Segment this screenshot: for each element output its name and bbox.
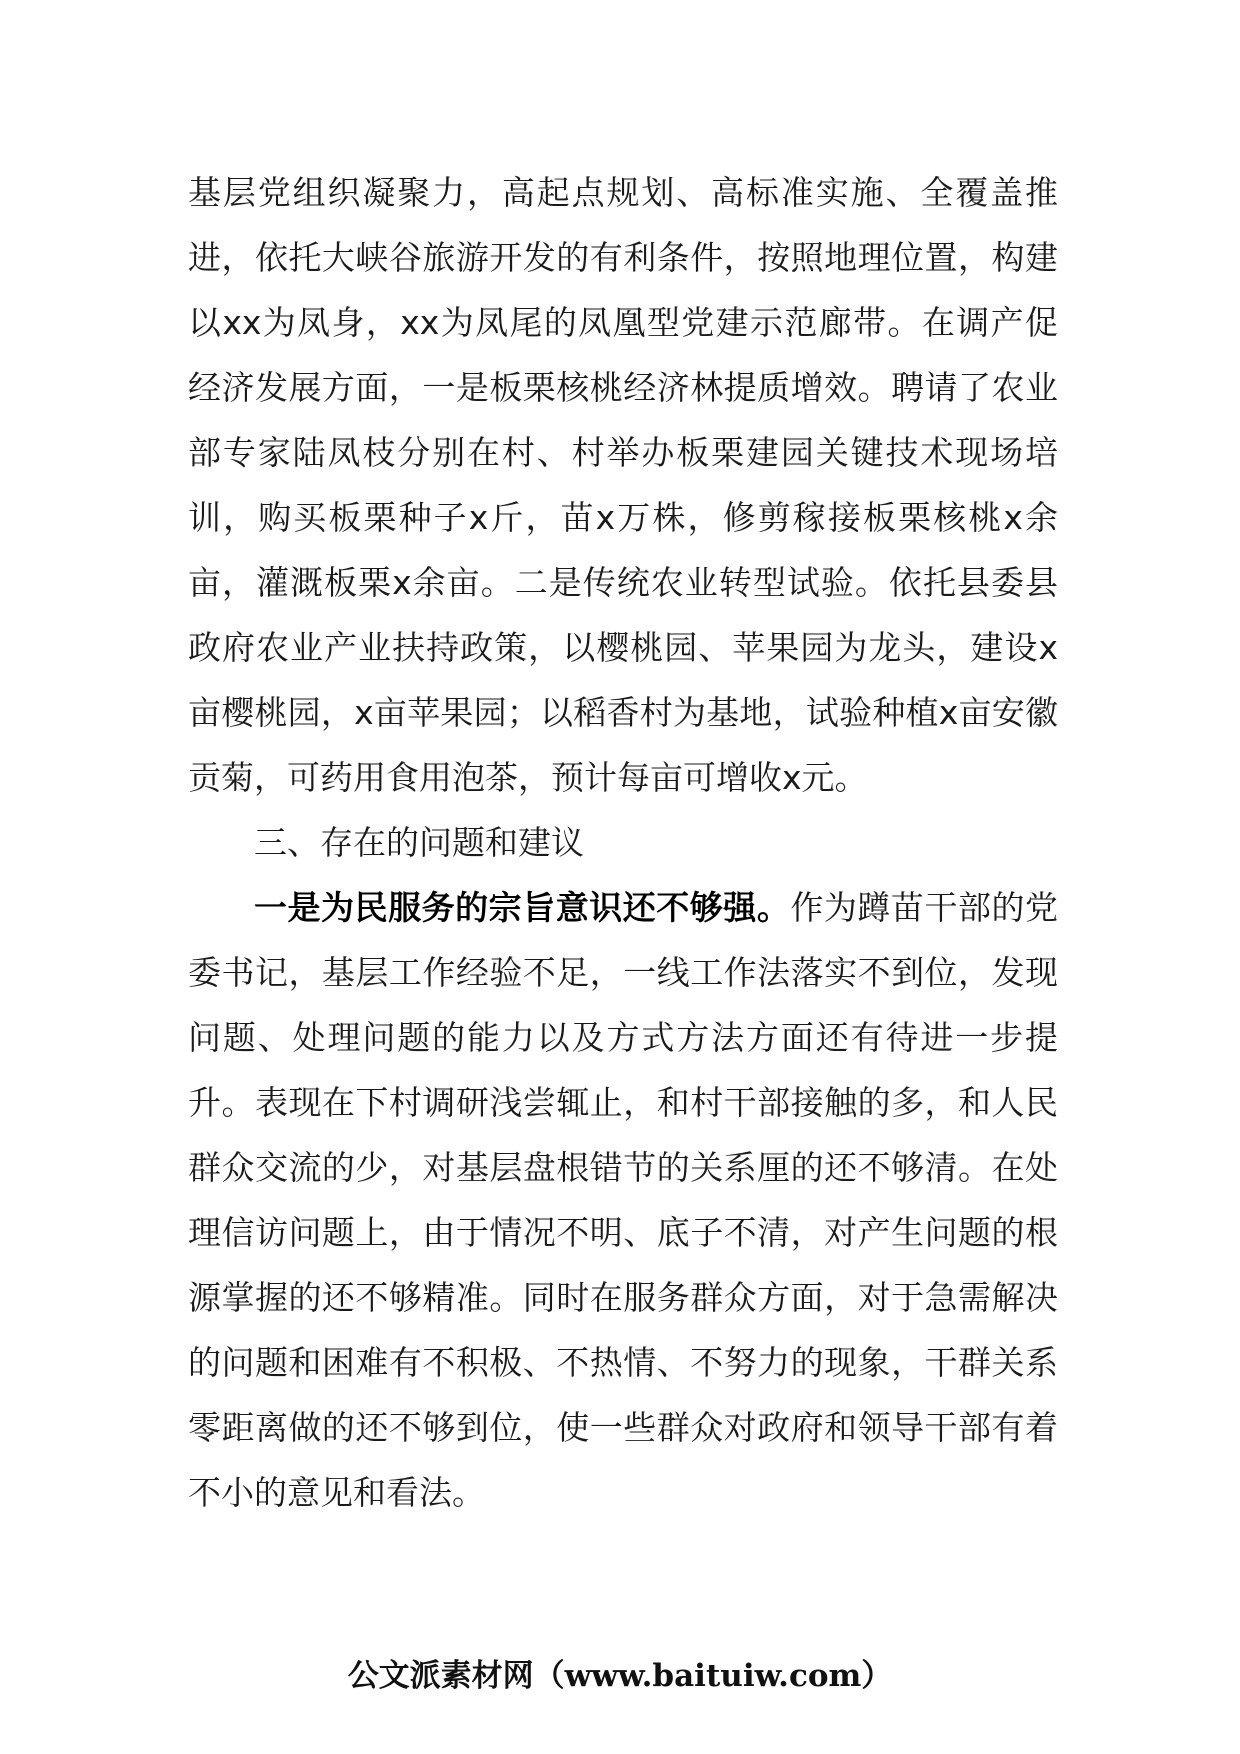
section-heading-text: 三、存在的问题和建议 (254, 823, 584, 862)
paragraph-issue-one (188, 875, 1058, 1525)
footer-watermark: 公文派素材网（www.baituiw.com） (347, 1658, 893, 1694)
paragraph-bold-lead: 一是为民服务的宗旨意识还不够强。 (254, 888, 791, 927)
paragraph-continuation (188, 160, 1058, 810)
paragraph-text: 基层党组织凝聚力，高起点规划、高标准实施、全覆盖推进，依托大峡谷旅游开发的有利条件，按照地理位置，构建以xx为凤身，xx为凤尾的凤凰型党建示范廊带。在调产促经济发展方面，一是板栗核桃经济林提质增效。聘请了农业部专家陆凤枝分别在村、村举办板栗建园关键技术现场培训，购买板栗种子x斤，苗x万株，修剪稼接板栗核桃x余亩，灌溉板栗x余亩。二是传统农业转型试验。依托县委县政府农业产业扶持政策，以樱桃园、苹果园为龙头，建设x亩樱桃园，x亩苹果园；以稻香村为基地，试验种植x亩安徽贡菊，可药用食用泡茶，预计每亩可增收x元。 (188, 173, 1058, 797)
section-heading (188, 810, 1058, 875)
document-body (188, 160, 1058, 1525)
paragraph-text: 作为蹲苗干部的党委书记，基层工作经验不足，一线工作法落实不到位，发现问题、处理问题的能力以及方式方法方面还有待进一步提升。表现在下村调研浅尝辄止，和村干部接触的多，和人民群众交流的少，对基层盘根错节的关系厘的还不够清。在处理信访问题上，由于情况不明、底子不清，对产生问题的根源掌握的还不够精准。同时在服务群众方面，对于急需解决的问题和困难有不积极、不热情、不努力的现象，干群关系零距离做的还不够到位，使一些群众对政府和领导干部有着不小的意见和看法。 (188, 888, 1059, 1512)
